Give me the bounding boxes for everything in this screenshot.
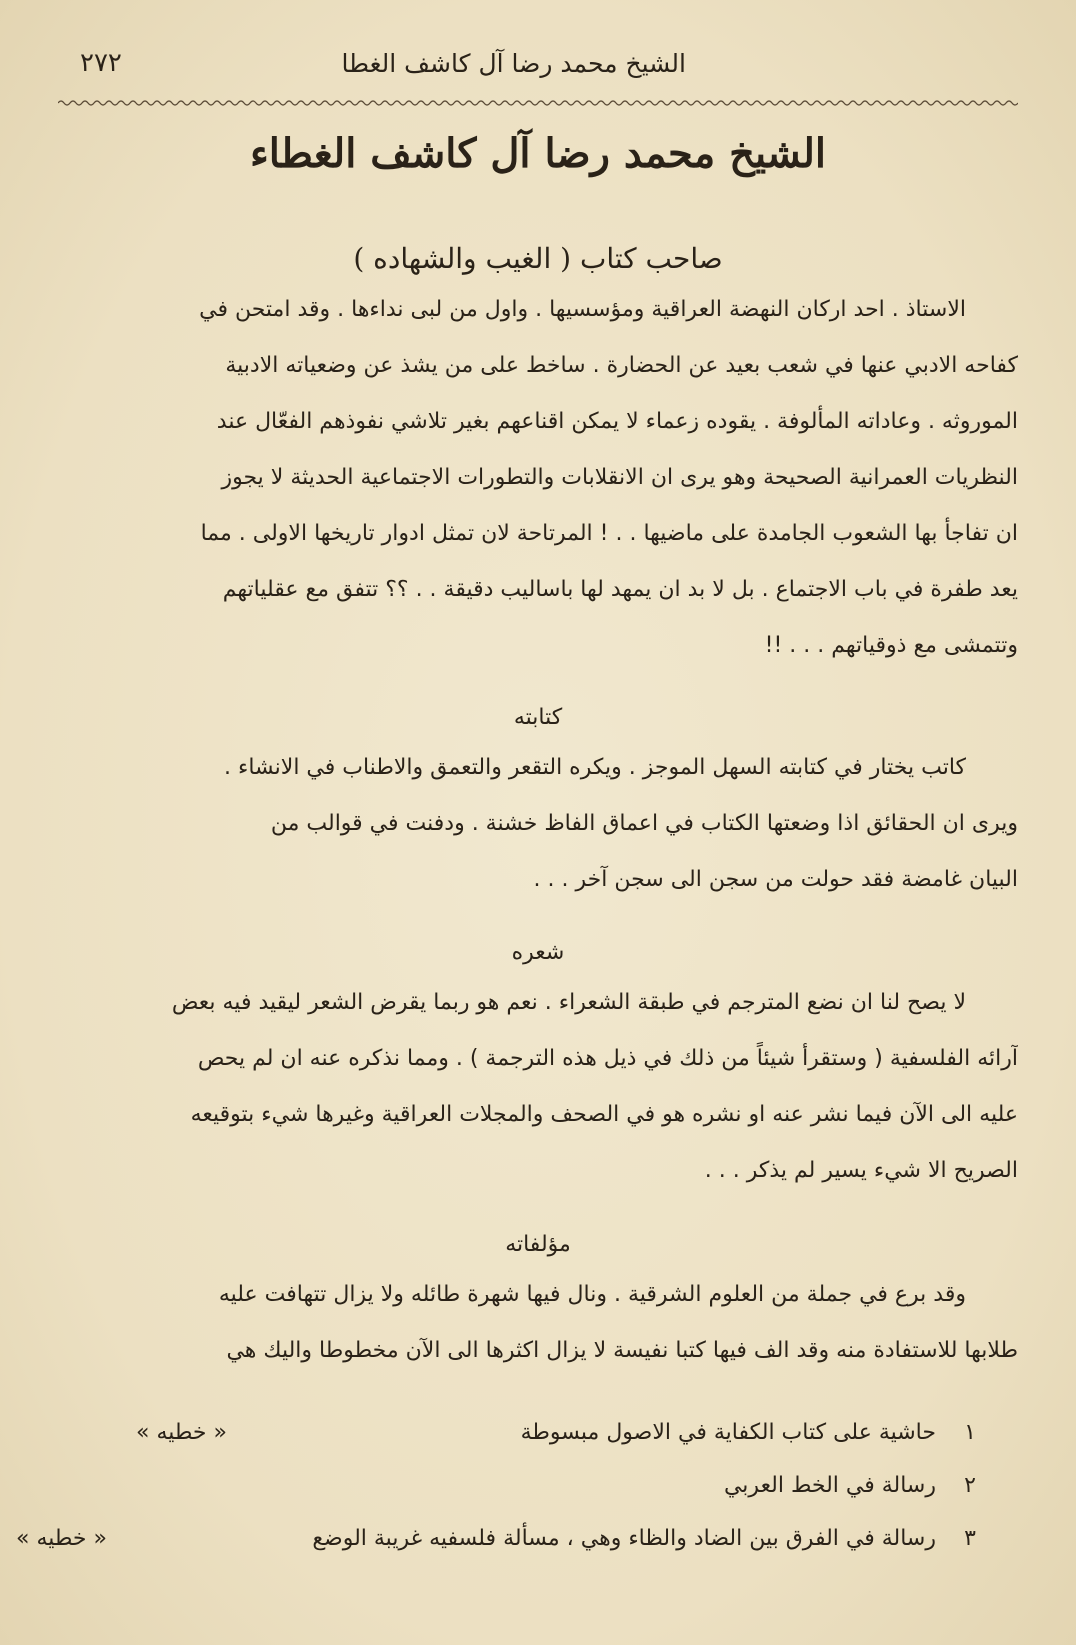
section-heading-writing: كتابته (513, 705, 563, 730)
works-list-item (16, 1513, 976, 1563)
text-line: وقد برع في جملة من العلوم الشرقية . ونال فيها شهرة طائله ولا يزال تتهافت عليه (218, 1282, 966, 1307)
wavy-divider (58, 96, 1018, 110)
list-number: ٣ (964, 1525, 976, 1551)
article-title: الشيخ محمد رضا آل كاشف الغطاء (249, 130, 827, 177)
text-line: طلابها للاستفادة منه وقد الف فيها كتبا نفيسة لا يزال اكثرها الى الآن مخطوطا واليك هي (226, 1338, 1018, 1363)
page-number: ٢٧٢ (80, 48, 122, 78)
list-number: ٢ (964, 1472, 976, 1498)
text-line: البيان غامضة فقد حولت من سجن الى سجن آخر . . . (533, 867, 1018, 892)
writing-paragraph (58, 740, 1018, 908)
text-line: لا يصح لنا ان نضع المترجم في طبقة الشعراء . نعم هو ربما يقرض الشعر ليقيد فيه بعض (171, 990, 966, 1015)
text-line: كفاحه الادبي عنها في شعب بعيد عن الحضارة . ساخط على من يشذ عن وضعياته الادبية (225, 353, 1018, 378)
works-paragraph (58, 1267, 1018, 1379)
list-text: رسالة في الخط العربي (723, 1472, 936, 1498)
text-line: الاستاذ . احد اركان النهضة العراقية ومؤسسيها . واول من لبى نداءها . وقد امتحن في (199, 297, 966, 322)
works-list-item (56, 1460, 976, 1510)
text-line: الصريح الا شيء يسير لم يذكر . . . (704, 1158, 1018, 1183)
section-heading-works: مؤلفاته (505, 1232, 571, 1257)
running-title: الشيخ محمد رضا آل كاشف الغطا (341, 48, 686, 78)
text-line: كاتب يختار في كتابته السهل الموجز . ويكره التقعر والتعمق والاطناب في الانشاء . (223, 755, 966, 780)
list-note: « خطيه » (136, 1419, 227, 1445)
poetry-paragraph (58, 975, 1018, 1199)
works-list-item (56, 1407, 976, 1457)
text-line: ان تفاجأ بها الشعوب الجامدة على ماضيها . . ! المرتاحة لان تمثل ادوار تاريخها الاولى . مما (200, 521, 1018, 546)
text-line: آرائه الفلسفية ( وستقرأ شيئاً من ذلك في ذيل هذه الترجمة ) . ومما نذكره عنه ان لم يحص (197, 1046, 1018, 1071)
list-text: رسالة في الفرق بين الضاد والظاء وهي ، مسألة فلسفيه غريبة الوضع (312, 1525, 936, 1551)
text-line: وتتمشى مع ذوقياتهم . . . !! (764, 633, 1018, 658)
text-line: النظريات العمرانية الصحيحة وهو يرى ان الانقلابات والتطورات الاجتماعية الحديثة لا يجوز (221, 465, 1018, 490)
list-note: « خطيه » (16, 1525, 107, 1551)
running-head (80, 38, 986, 88)
text-line: يعد طفرة في باب الاجتماع . بل لا بد ان يمهد لها باساليب دقيقة . . ؟؟ تتفق مع عقلياتهم (222, 577, 1018, 602)
list-text: حاشية على كتاب الكفاية في الاصول مبسوطة (520, 1419, 936, 1445)
intro-paragraph (58, 282, 1018, 674)
text-line: الموروثه . وعاداته المألوفة . يقوده زعماء لا يمكن اقناعهم بغير تلاشي نفوذهم الفعّال عند (216, 409, 1018, 434)
article-subtitle: صاحب كتاب ( الغيب والشهاده ) (353, 242, 723, 275)
text-line: عليه الى الآن فيما نشر عنه او نشره هو في الصحف والمجلات العراقية وغيرها شيء بتوقيعه (190, 1102, 1018, 1127)
text-line: ويرى ان الحقائق اذا وضعتها الكتاب في اعماق الفاظ خشنة . ودفنت في قوالب من (270, 811, 1018, 836)
list-number: ١ (964, 1419, 976, 1445)
section-heading-poetry: شعره (511, 940, 565, 965)
